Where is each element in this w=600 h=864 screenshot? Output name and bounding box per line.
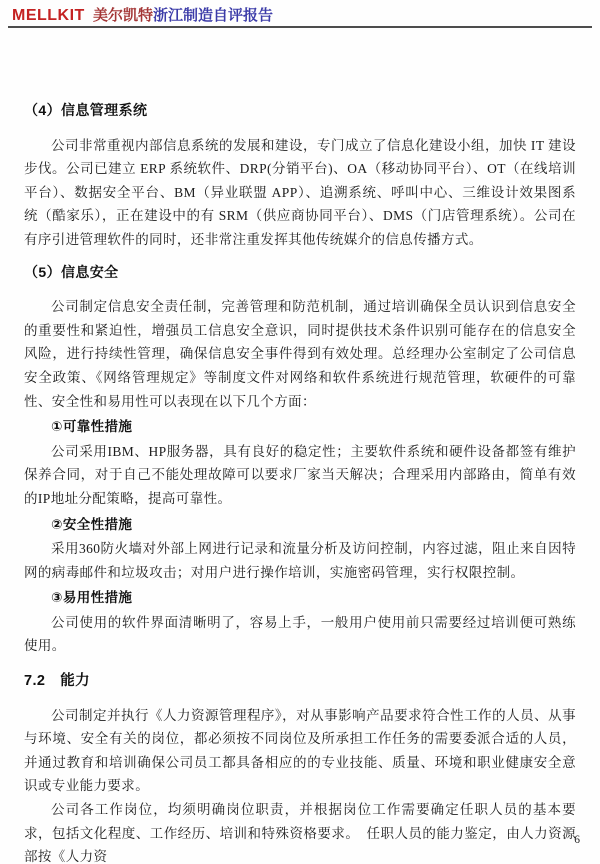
paragraph-security-measures: 采用360防火墙对外部上网进行记录和流量分析及访问控制，内容过滤，阻止来自因特网的病毒邮件和垃圾攻击；对用户进行操作培训，实施密码管理，实行权限控制。 <box>24 541 576 580</box>
paragraph-info-management: 公司非常重视内部信息系统的发展和建设，专门成立了信息化建设小组，加快 IT 建设步伐。公司已建立 ERP 系统软件、DRP(分销平台)、OA（移动协同平台）、OT（在线培训平台）、数据安全平台、BM（异业联盟 APP）、追溯系统、呼叫中心、三维设计效果图系统（酷家乐），正在建设中的有 SRM（供应商协同平台）、DMS（门店管理系统）。公司在有序引进管理软件的同时，还非常注重发挥其他传统媒介的信息传播方式。 <box>24 137 576 247</box>
paragraph-info-security: 公司制定信息安全责任制，完善管理和防范机制，通过培训确保全员认识到信息安全的重要性和紧迫性，增强员工信息安全意识，同时提供技术条件识别可能存在的信息安全风险，进行持续性管理，确保信息安全事件得到有效处理。总经理办公室制定了公司信息安全政策、《网络管理规定》等制度文件对网络和软件系统进行规范管理，软硬件的可靠性、安全性和易用性可以表现在以下几个方面： <box>24 299 576 409</box>
subheading-usability-measures: ③易用性措施 <box>51 590 133 606</box>
heading-section-7-2-capability: 7.2 能力 <box>24 673 91 690</box>
paragraph-reliability: 公司采用IBM、HP服务器，具有良好的稳定性；主要软件系统和硬件设备都签有维护保养合同，对于自己不能处理故障可以要求厂家当天解决；合理采用内部路由，简单有效的IP地址分配策略，提高可靠性。 <box>24 443 576 506</box>
document-body <box>24 99 576 864</box>
page-number: 6 <box>574 834 580 846</box>
subheading-security-measures: ②安全性措施 <box>51 516 133 532</box>
subheading-reliability-measures: ①可靠性措施 <box>51 419 133 435</box>
paragraph-job-positions: 公司各工作岗位，均须明确岗位职责，并根据岗位工作需要确定任职人员的基本要求，包括文化程度、工作经历、培训和特殊资格要求。 任职人员的能力鉴定，由人力资源部按《人力资 <box>24 802 576 864</box>
heading-info-security: （5）信息安全 <box>24 263 119 280</box>
paragraph-hr-program: 公司制定并执行《人力资源管理程序》，对从事影响产品要求符合性工作的人员、从事与环境、安全有关的岗位，都必须按不同岗位及所承担工作任务的需要委派合适的人员，并通过教育和培训确保公司员工都具备相应的的专业技能、质量、环境和职业健康安全意识或专业能力要求。 <box>24 707 576 794</box>
paragraph-usability: 公司使用的软件界面清晰明了，容易上手，一般用户使用前只需要经过培训便可熟练使用。 <box>24 614 576 654</box>
report-title: 浙江制造自评报告 <box>153 7 274 24</box>
heading-info-management-system: （4）信息管理系统 <box>24 102 148 118</box>
brand-logo-text: MELLKIT <box>12 7 85 24</box>
page-header <box>8 0 592 28</box>
brand-name: 美尔凯特 <box>93 7 154 24</box>
